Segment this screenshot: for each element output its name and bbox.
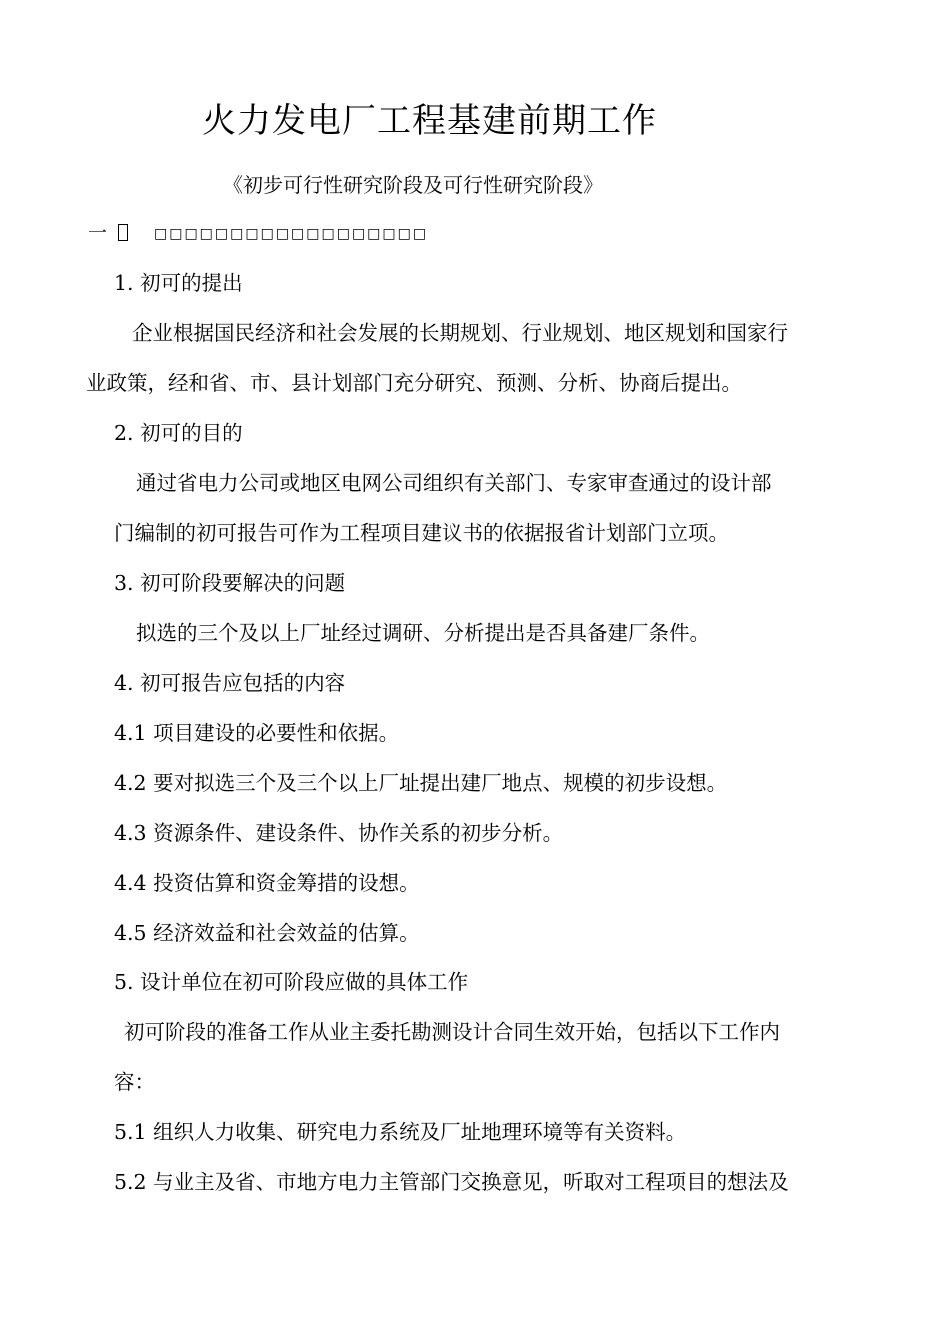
heading-5: 5. 设计单位在初可阶段应做的具体工作 xyxy=(114,970,469,994)
paragraph-line: 拟选的三个及以上厂址经过调研、分析提出是否具备建厂条件。 xyxy=(136,621,710,645)
section-heading-1 xyxy=(88,224,428,243)
section-number: 一 xyxy=(88,222,108,244)
document-title: 火力发电厂工程基建前期工作 xyxy=(202,101,657,141)
list-item: 5.2 与业主及省、市地方电力主管部门交换意见，听取对工程项目的想法及 xyxy=(114,1170,789,1194)
heading-4: 4. 初可报告应包括的内容 xyxy=(114,671,346,695)
missing-glyph-icon xyxy=(118,224,128,241)
list-item: 4.4 投资估算和资金筹措的设想。 xyxy=(114,871,420,895)
paragraph-line: 通过省电力公司或地区电网公司组织有关部门、专家审查通过的设计部 xyxy=(136,471,772,495)
list-item: 4.5 经济效益和社会效益的估算。 xyxy=(114,921,420,945)
list-item: 4.2 要对拟选三个及三个以上厂址提出建厂地点、规模的初步设想。 xyxy=(114,771,728,795)
document-subtitle: 《初步可行性研究阶段及可行性研究阶段》 xyxy=(223,173,603,197)
paragraph-line: 企业根据国民经济和社会发展的长期规划、行业规划、地区规划和国家行 xyxy=(132,321,788,345)
paragraph-line: 初可阶段的准备工作从业主委托勘测设计合同生效开始，包括以下工作内 xyxy=(124,1020,780,1044)
heading-3: 3. 初可阶段要解决的问题 xyxy=(114,571,346,595)
heading-1: 1. 初可的提出 xyxy=(114,271,243,295)
list-item: 5.1 组织人力收集、研究电力系统及厂址地理环境等有关资料。 xyxy=(114,1120,687,1144)
list-item: 4.1 项目建设的必要性和依据。 xyxy=(114,721,400,745)
list-item: 4.3 资源条件、建设条件、协作关系的初步分析。 xyxy=(114,821,564,845)
section-heading-unrendered-text: □□□□□□□□□□□□□□□□□□ xyxy=(154,226,429,242)
paragraph-line: 业政策，经和省、市、县计划部门充分研究、预测、分析、协商后提出。 xyxy=(86,371,742,395)
heading-2: 2. 初可的目的 xyxy=(114,421,243,445)
paragraph-line: 门编制的初可报告可作为工程项目建议书的依据报省计划部门立项。 xyxy=(114,521,729,545)
paragraph-line: 容： xyxy=(114,1070,155,1094)
